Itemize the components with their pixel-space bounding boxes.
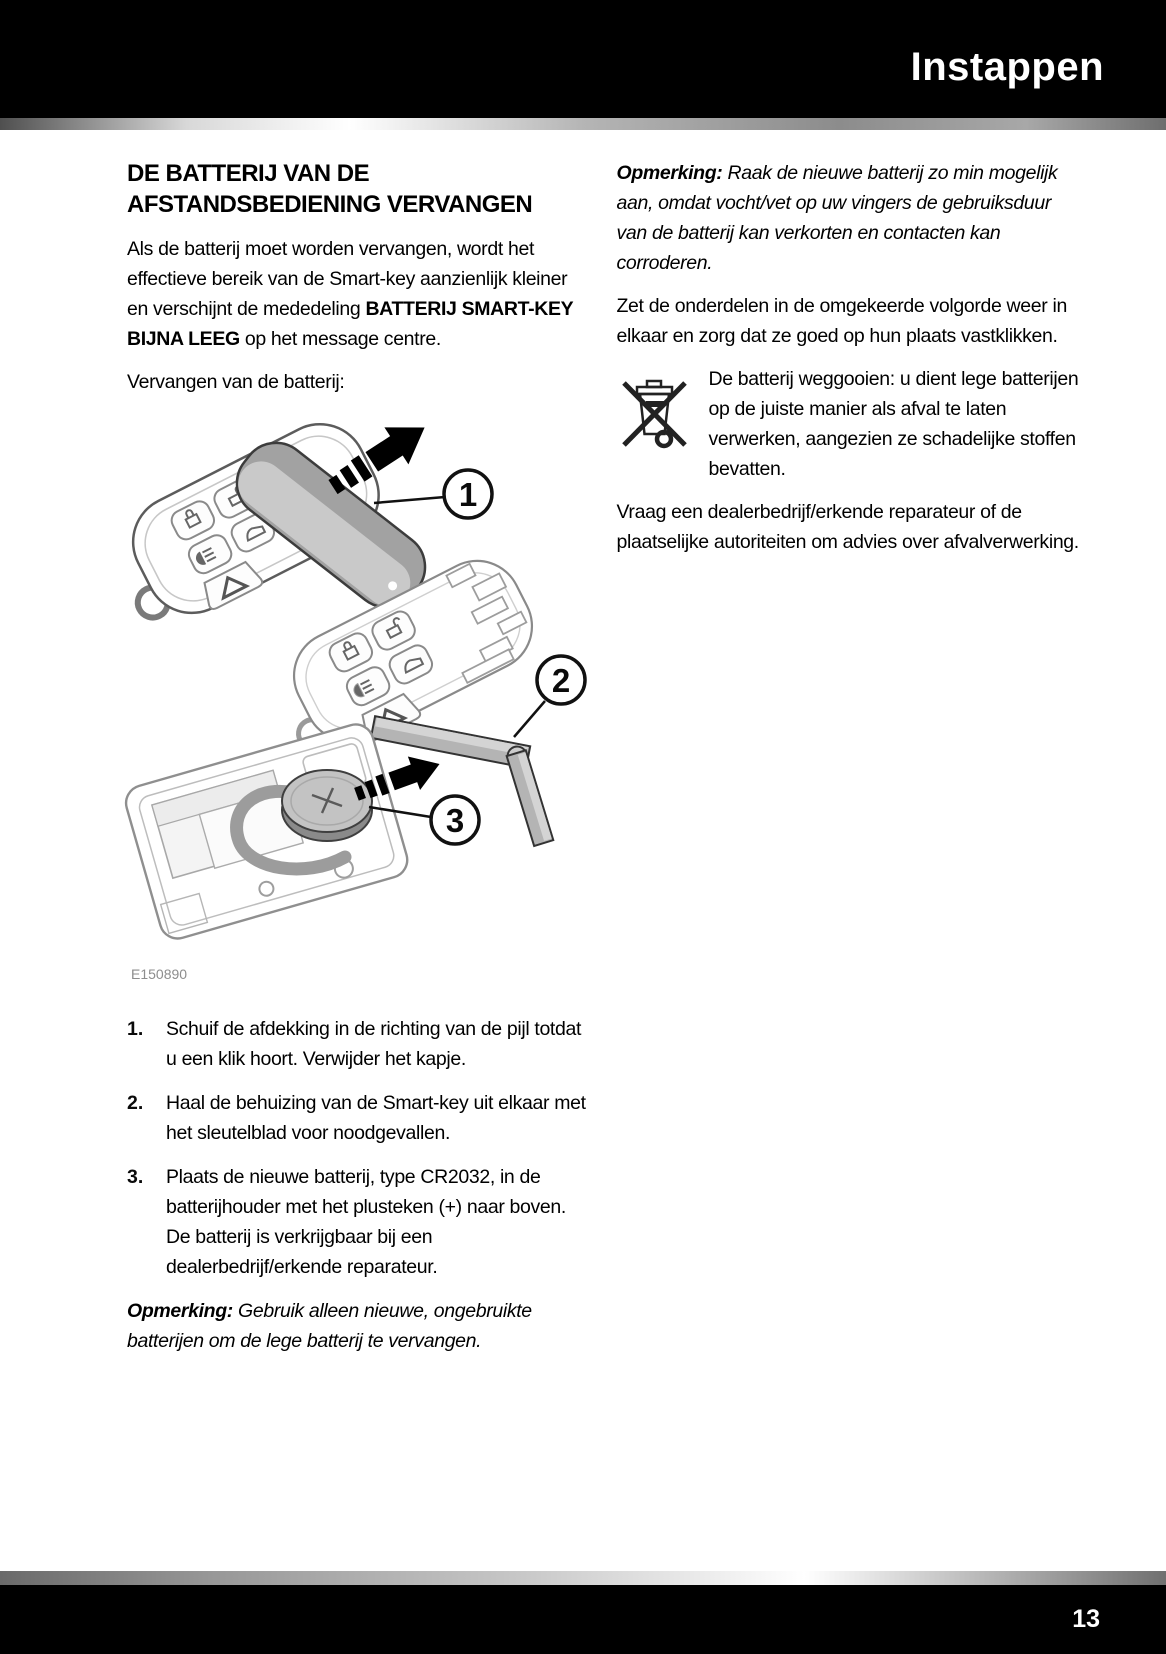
weee-crossed-out-bin-icon — [617, 364, 709, 484]
step-1 — [127, 1014, 593, 1074]
callout-2 — [537, 656, 585, 704]
disposal-paragraph: De batterij weggooien: u dient lege batterijen op de juiste manier als afval te laten verwerken, aangezien ze schadelijke stoffen bevatten. — [708, 368, 1079, 480]
step-2 — [127, 1088, 593, 1148]
figure-code: E150890 — [131, 966, 188, 982]
step-number: 3. — [127, 1166, 144, 1188]
battery-disposal-block — [617, 364, 1083, 484]
step-text: Plaats de nieuwe batterij, type CR2032, in de batterijhouder met het plusteken (+) naar boven. De batterij is verkrijgbaar bij een dealerbedrijf/erkende reparateur. — [166, 1166, 566, 1278]
svg-text:1: 1 — [458, 476, 478, 513]
step-text: Haal de behuizing van de Smart-key uit elkaar met het sleutelblad voor noodgevallen. — [166, 1092, 586, 1144]
cr2032-battery — [282, 770, 372, 841]
left-column — [127, 158, 593, 1571]
opened-case-with-battery — [122, 720, 479, 942]
page-footer — [0, 1585, 1166, 1654]
page-content — [0, 130, 1166, 1571]
warning-message-text: BATTERIJ SMART-KEY BIJNA LEEG — [127, 298, 573, 350]
step-number: 2. — [127, 1092, 144, 1114]
note-right: Opmerking: Raak de nieuwe batterij zo min mogelijk aan, omdat vocht/vet op uw vingers de gebruiksduur van de batterij kan verkorten en contacten kan corroderen. — [616, 162, 1058, 274]
page-number: 13 — [1072, 1605, 1100, 1633]
svg-text:3: 3 — [445, 802, 465, 839]
note-label: Opmerking: — [127, 1300, 233, 1322]
callout-3 — [431, 796, 479, 844]
section-heading: DE BATTERIJ VAN DE AFSTANDSBEDIENING VERVANGEN — [127, 160, 533, 218]
svg-text:2: 2 — [551, 662, 571, 699]
battery-replacement-figure — [115, 411, 593, 1002]
footer-divider-bar — [0, 1571, 1166, 1585]
page-header — [0, 0, 1166, 118]
smart-key-illustration — [115, 411, 593, 997]
callout-1 — [444, 470, 492, 518]
note-left: Opmerking: Gebruik alleen nieuwe, ongebruikte batterijen om de lege batterij te vervangen. — [127, 1300, 532, 1352]
step-text: Schuif de afdekking in de richting van de pijl totdat u een klik hoort. Verwijder het kapje. — [166, 1018, 582, 1070]
step-number: 1. — [127, 1018, 144, 1040]
step-3 — [127, 1162, 593, 1282]
header-divider-bar — [0, 118, 1166, 130]
sub-heading: Vervangen van de batterij: — [127, 371, 345, 393]
advice-paragraph: Vraag een dealerbedrijf/erkende reparateur of de plaatselijke autoriteiten om advies over afvalverwerking. — [616, 501, 1079, 553]
intro-paragraph: Als de batterij moet worden vervangen, wordt het effectieve bereik van de Smart-key aanzienlijk kleiner en verschijnt de mededeling BATTERIJ SMART-KEY BIJNA LEEG op het message centre. — [127, 238, 573, 350]
right-column — [617, 158, 1083, 1571]
note-label: Opmerking: — [616, 162, 723, 184]
instruction-steps — [127, 1014, 593, 1282]
page-title: Instappen — [910, 45, 1104, 89]
reassemble-paragraph: Zet de onderdelen in de omgekeerde volgorde weer in elkaar en zorg dat ze goed op hun plaats vastklikken. — [616, 295, 1067, 347]
